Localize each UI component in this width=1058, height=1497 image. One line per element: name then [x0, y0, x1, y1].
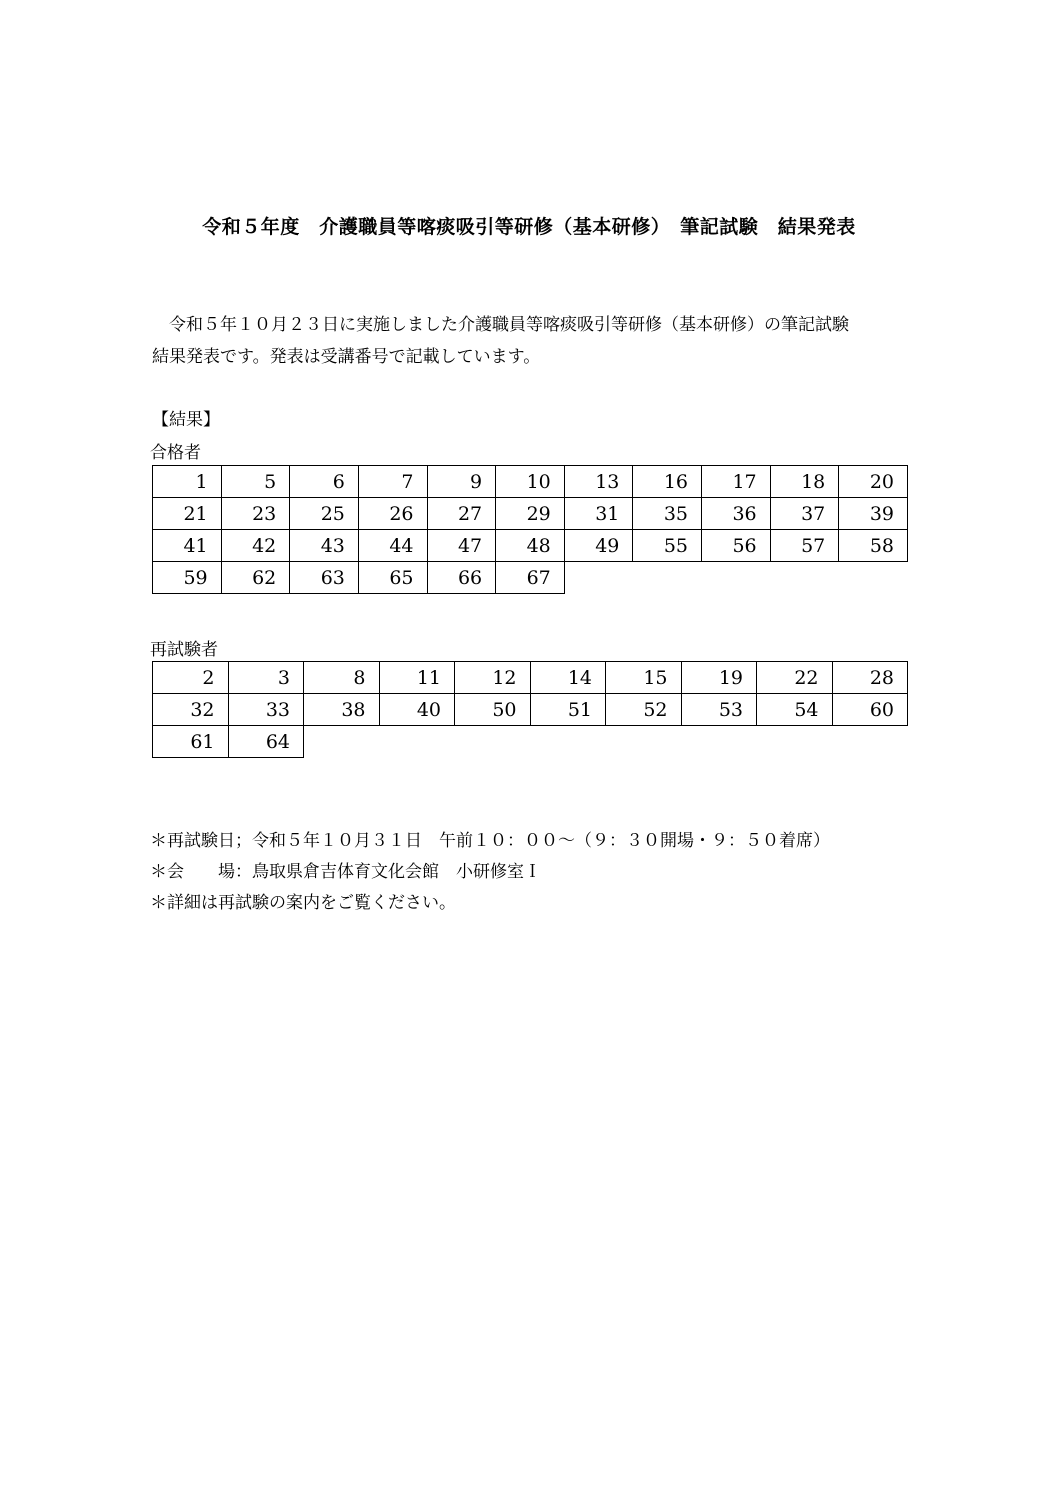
retest-number-cell: 12 [455, 662, 531, 694]
retest-number-cell: 28 [832, 662, 908, 694]
retest-number-cell: 61 [153, 726, 229, 758]
retest-empty-cell [530, 726, 606, 758]
passed-number-cell: 31 [564, 498, 633, 530]
retest-number-cell: 38 [304, 694, 380, 726]
retest-empty-cell [832, 726, 908, 758]
note-details: ＊詳細は再試験の案内をご覧ください。 [150, 893, 456, 913]
passed-number-cell: 26 [358, 498, 427, 530]
passed-number-cell: 59 [153, 562, 222, 594]
passed-number-cell: 25 [290, 498, 359, 530]
passed-number-cell: 39 [839, 498, 908, 530]
passed-number-cell: 18 [770, 466, 839, 498]
passed-table [152, 465, 908, 594]
retest-row [153, 694, 908, 726]
passed-number-cell: 63 [290, 562, 359, 594]
passed-number-cell: 57 [770, 530, 839, 562]
note-venue: ＊会 場：鳥取県倉吉体育文化会館 小研修室Ｉ [150, 862, 541, 882]
retest-number-cell: 40 [379, 694, 455, 726]
retest-number-cell: 11 [379, 662, 455, 694]
retest-number-cell: 33 [228, 694, 304, 726]
passed-number-cell: 48 [496, 530, 565, 562]
passed-number-cell: 6 [290, 466, 359, 498]
passed-number-cell: 16 [633, 466, 702, 498]
result-heading: 【結果】 [152, 410, 220, 430]
passed-row [153, 466, 908, 498]
intro-paragraph [152, 309, 912, 373]
retest-number-cell: 14 [530, 662, 606, 694]
passed-number-cell: 42 [221, 530, 290, 562]
passed-number-cell: 23 [221, 498, 290, 530]
passed-number-cell: 62 [221, 562, 290, 594]
retest-empty-cell [304, 726, 380, 758]
retest-number-cell: 54 [757, 694, 833, 726]
retest-number-cell: 60 [832, 694, 908, 726]
passed-number-cell: 36 [702, 498, 771, 530]
passed-number-cell: 5 [221, 466, 290, 498]
passed-number-cell: 44 [358, 530, 427, 562]
retest-number-cell: 8 [304, 662, 380, 694]
retest-label: 再試験者 [150, 640, 218, 660]
retest-row [153, 726, 908, 758]
retest-empty-cell [681, 726, 757, 758]
retest-number-cell: 19 [681, 662, 757, 694]
retest-number-cell: 53 [681, 694, 757, 726]
passed-empty-cell [633, 562, 702, 594]
passed-number-cell: 10 [496, 466, 565, 498]
retest-number-cell: 2 [153, 662, 229, 694]
retest-empty-cell [455, 726, 531, 758]
retest-number-cell: 52 [606, 694, 682, 726]
retest-number-cell: 15 [606, 662, 682, 694]
passed-label: 合格者 [150, 443, 201, 463]
passed-number-cell: 66 [427, 562, 496, 594]
retest-empty-cell [606, 726, 682, 758]
passed-number-cell: 65 [358, 562, 427, 594]
passed-row [153, 530, 908, 562]
retest-table [152, 661, 908, 758]
passed-number-cell: 13 [564, 466, 633, 498]
intro-line-2: 結果発表です。発表は受講番号で記載しています。 [152, 347, 541, 367]
note-retest-date: ＊再試験日；令和５年１０月３１日 午前１０：００～（９：３０開場・９：５０着席） [150, 831, 830, 851]
passed-number-cell: 1 [153, 466, 222, 498]
passed-number-cell: 47 [427, 530, 496, 562]
passed-empty-cell [770, 562, 839, 594]
passed-number-cell: 20 [839, 466, 908, 498]
retest-row [153, 662, 908, 694]
passed-number-cell: 37 [770, 498, 839, 530]
passed-number-cell: 55 [633, 530, 702, 562]
retest-number-cell: 50 [455, 694, 531, 726]
passed-number-cell: 9 [427, 466, 496, 498]
passed-number-cell: 56 [702, 530, 771, 562]
retest-empty-cell [379, 726, 455, 758]
passed-number-cell: 17 [702, 466, 771, 498]
passed-number-cell: 49 [564, 530, 633, 562]
passed-number-cell: 35 [633, 498, 702, 530]
passed-number-cell: 58 [839, 530, 908, 562]
passed-empty-cell [564, 562, 633, 594]
notes [150, 826, 830, 919]
passed-number-cell: 43 [290, 530, 359, 562]
passed-number-cell: 29 [496, 498, 565, 530]
passed-number-cell: 7 [358, 466, 427, 498]
retest-number-cell: 22 [757, 662, 833, 694]
retest-number-cell: 3 [228, 662, 304, 694]
passed-number-cell: 41 [153, 530, 222, 562]
passed-number-cell: 67 [496, 562, 565, 594]
intro-line-1: 令和５年１０月２３日に実施しました介護職員等喀痰吸引等研修（基本研修）の筆記試験 [152, 315, 849, 335]
retest-number-cell: 32 [153, 694, 229, 726]
page-title: 令和５年度 介護職員等喀痰吸引等研修（基本研修） 筆記試験 結果発表 [202, 216, 856, 238]
passed-number-cell: 21 [153, 498, 222, 530]
passed-row [153, 562, 908, 594]
passed-empty-cell [839, 562, 908, 594]
retest-number-cell: 51 [530, 694, 606, 726]
passed-number-cell: 27 [427, 498, 496, 530]
passed-row [153, 498, 908, 530]
passed-empty-cell [702, 562, 771, 594]
retest-number-cell: 64 [228, 726, 304, 758]
retest-empty-cell [757, 726, 833, 758]
